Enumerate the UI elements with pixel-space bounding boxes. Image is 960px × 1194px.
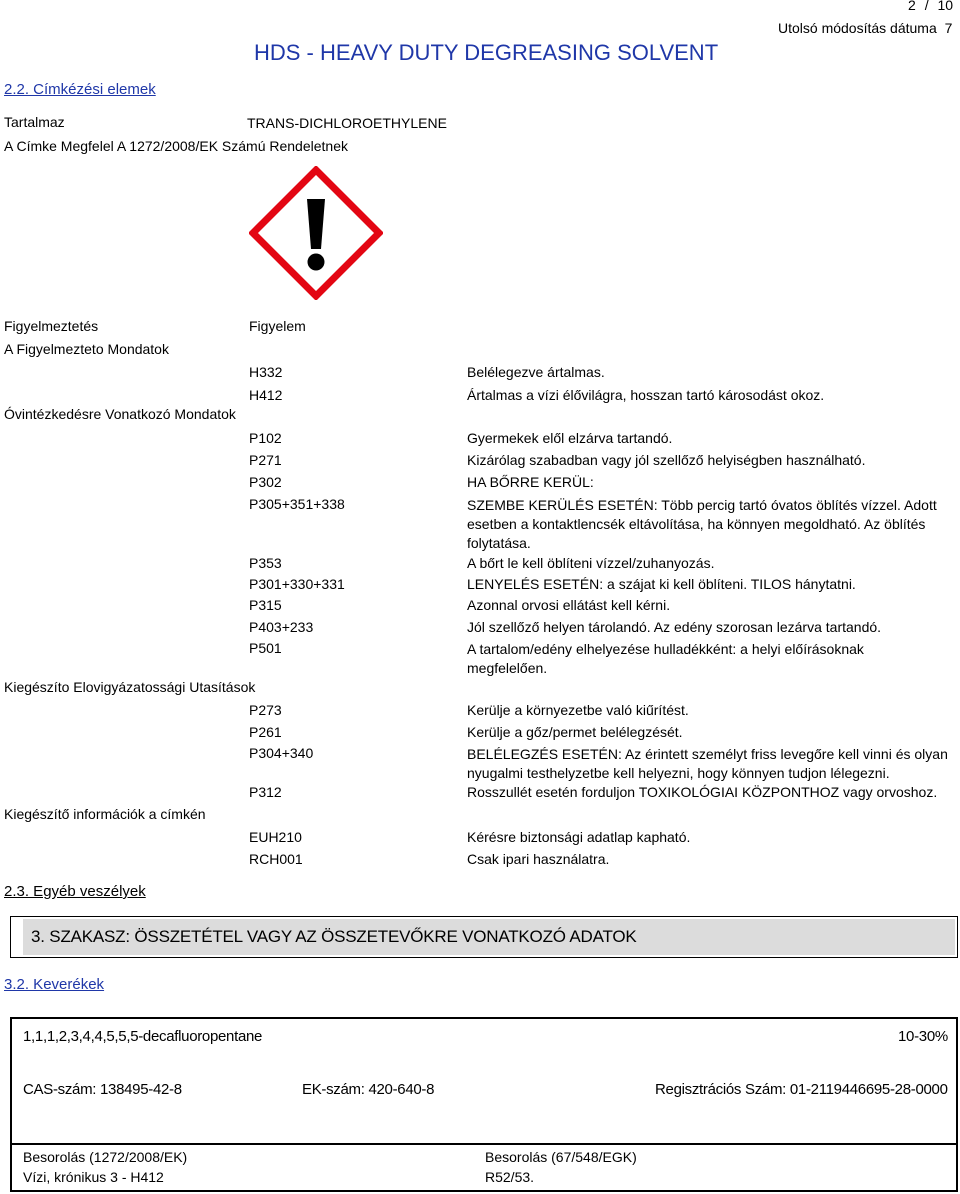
precaution-text: Gyermekek elől elzárva tartandó.	[467, 430, 673, 446]
contains-label: Tartalmaz	[4, 114, 65, 130]
precautionary-label: Óvintézkedésre Vonatkozó Mondatok	[4, 406, 236, 422]
precaution-code: P102	[249, 430, 282, 446]
contains-value: TRANS-DICHLOROETHYLENE	[247, 115, 447, 131]
revision-value: 7	[944, 20, 953, 36]
precaution-text: Azonnal orvosi ellátást kell kérni.	[467, 597, 671, 613]
clp-value: Vízi, krónikus 3 - H412	[23, 1169, 164, 1185]
precaution-text: A tartalom/edény elhelyezése hulladékként: a helyi előírásoknak megfelelően.	[467, 641, 864, 676]
cas-number: CAS-szám: 138495-42-8	[23, 1081, 182, 1098]
precaution-text: Kizárólag szabadban vagy jól szellőző helyiségben használható.	[467, 452, 866, 468]
page-number	[908, 0, 953, 14]
supplemental-text: Kerülje a gőz/permet belélegzését.	[467, 724, 683, 740]
precaution-code: P301+330+331	[249, 576, 345, 592]
hazard-text: Ártalmas a vízi élővilágra, hosszan tartó károsodást okoz.	[467, 387, 825, 403]
supplemental-text: Rosszullét esetén forduljon TOXIKOLÓGIAI KÖZPONTHOZ vagy orvoshoz.	[467, 784, 938, 800]
precaution-code: P302	[249, 474, 282, 490]
revision-label: Utolsó módosítás dátuma	[778, 20, 937, 36]
component-concentration: 10-30%	[898, 1028, 948, 1045]
precaution-code: P353	[249, 555, 282, 571]
precaution-code: P315	[249, 597, 282, 613]
section-2-2-heading: 2.2. Címkézési elemek	[4, 81, 156, 98]
dsd-value: R52/53.	[485, 1169, 535, 1185]
precaution-text: SZEMBE KERÜLÉS ESETÉN: Több percig tartó óvatos öblítés vízzel. Adott esetben a kontaktlencsék eltávolítása, ha könnyen megoldható. Az öblítés folytatása.	[467, 497, 937, 551]
supplemental-info-code: RCH001	[249, 851, 303, 867]
section-3-title: 3. SZAKASZ: ÖSSZETÉTEL VAGY AZ ÖSSZETEVŐKRE VONATKOZÓ ADATOK	[31, 927, 637, 946]
hazard-code: H332	[249, 364, 283, 380]
dsd-label: Besorolás (67/548/EGK)	[485, 1149, 637, 1165]
revision-date	[778, 20, 952, 37]
signal-word-value: Figyelem	[249, 318, 306, 334]
supplemental-info-code: EUH210	[249, 829, 302, 845]
page-current: 2	[908, 0, 916, 13]
precaution-text: Jól szellőző helyen tárolandó. Az edény szorosan lezárva tartandó.	[467, 619, 882, 635]
hazard-statements-label: A Figyelmezteto Mondatok	[4, 341, 169, 357]
precaution-text: HA BŐRRE KERÜL:	[467, 474, 594, 490]
product-title: HDS - HEAVY DUTY DEGREASING SOLVENT	[254, 40, 719, 65]
section-3-header	[10, 916, 958, 958]
supplemental-code: P261	[249, 724, 282, 740]
supplemental-info-label: Kiegészítő információk a címkén	[4, 806, 206, 822]
supplemental-text: BELÉLEGZÉS ESETÉN: Az érintett személyt friss levegőre kell vinni és olyan nyugalmi testhelyzetbe kell helyezni, hogy könnyen tudjon lélegezni.	[467, 746, 948, 781]
page-total: 10	[937, 0, 954, 13]
supplemental-code: P312	[249, 784, 282, 800]
supplemental-code: P304+340	[249, 745, 314, 761]
signal-word-label: Figyelmeztetés	[4, 318, 99, 334]
hazard-text: Belélegezve ártalmas.	[467, 364, 605, 380]
exclamation-mark-pictogram	[249, 166, 383, 300]
ec-number: EK-szám: 420-640-8	[302, 1081, 435, 1098]
precaution-text: LENYELÉS ESETÉN: a szájat ki kell öblíteni. TILOS hánytatni.	[467, 576, 856, 592]
supplemental-info-text: Csak ipari használatra.	[467, 851, 610, 867]
section-3-2-heading: 3.2. Keverékek	[4, 976, 105, 993]
section-2-3-heading: 2.3. Egyéb veszélyek	[4, 883, 146, 900]
hazard-code: H412	[249, 387, 283, 403]
supplemental-info-text: Kérésre biztonsági adatlap kapható.	[467, 829, 691, 845]
supplemental-code: P273	[249, 702, 282, 718]
precaution-code: P271	[249, 452, 282, 468]
regulation-note: A Címke Megfelel A 1272/2008/EK Számú Rendeletnek	[4, 138, 348, 154]
supplemental-text: Kerülje a környezetbe való kiűrítést.	[467, 702, 689, 718]
reach-number: Regisztrációs Szám: 01-2119446695-28-0000	[655, 1081, 948, 1098]
supplemental-precaution-label: Kiegészíto Elovigyázatossági Utasítások	[4, 679, 256, 695]
component-name: 1,1,1,2,3,4,4,5,5,5-decafluoropentane	[23, 1028, 263, 1045]
precaution-code: P305+351+338	[249, 496, 345, 512]
clp-label: Besorolás (1272/2008/EK)	[23, 1149, 188, 1165]
page-separator: /	[924, 0, 929, 13]
precaution-code: P501	[249, 640, 282, 656]
precaution-code: P403+233	[249, 619, 314, 635]
exclamation-dot	[308, 254, 325, 271]
precaution-text: A bőrt le kell öblíteni vízzel/zuhanyozás.	[467, 555, 715, 571]
